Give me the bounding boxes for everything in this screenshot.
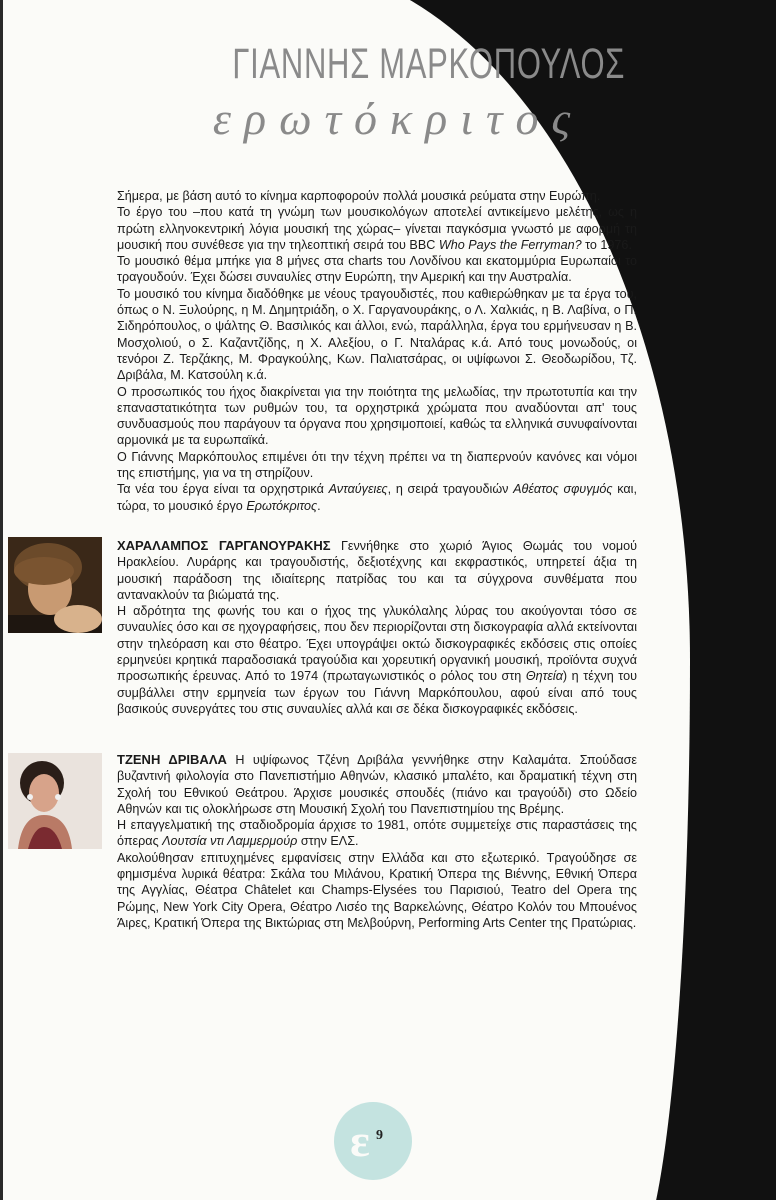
portrait-image [8, 753, 102, 849]
intro-p2-a: Το έργο του –που κατά τη γνώμη των μουσικολόγων αποτελεί αντικείμενο μελέτης, ως η πρώτη ελληνοκεντρική λόγια μουσική της χώρας– γίνεται παγκόσμια γνωστό με αφορμή τη μουσική που συνέθεσε για την τηλεοπτική σειρά του BBC [117, 205, 637, 252]
page-number: 9 [376, 1128, 383, 1143]
work-title: ερωτόκριτος [212, 93, 584, 144]
intro-p5: Ο προσωπικός του ήχος διακρίνεται για την ποιότητα της μελωδίας, την πρωτοτυπία και την επαναστατικότητα των ρυθμών του, τα ορχηστρικά χρώματα που αναδύονται απ' τους συνδυασμούς που παράγουν τα όργανα που χρησιμοποιεί, καθώς τα ελληνικά συνυφαίνονται αρμονικά με τα ευρωπαϊκά. [117, 384, 637, 448]
bio-p2-b: στην ΕΛΣ. [297, 834, 359, 849]
bio-paragraph [117, 850, 637, 931]
bio-p1: Η υψίφωνος Τζένη Δριβάλα γεννήθηκε στην Καλαμάτα. Σπούδασε βυζαντινή φιλολογία στο Πανεπιστήμιο Αθηνών, κλασικό μπαλέτο, και δραματική τέχνη στη Σχολή του Εθνικού Θεάτρου. Άρχισε μουσικές σπουδές (πιάνο και τραγούδι) στο Ωδείο Αθηνών και τις ολοκλήρωσε στη Μουσική Σχολή του Πανεπιστημίου της Βρέμης. [117, 753, 637, 816]
bio-paragraph [117, 817, 637, 850]
intro-p7-b: , η σειρά τραγουδιών [387, 482, 514, 497]
intro-p7-a: Τα νέα του έργα είναι τα ορχηστρικά [117, 482, 329, 497]
intro-paragraph [117, 188, 637, 204]
intro-paragraph [117, 204, 637, 253]
bio-garganourakis [117, 538, 637, 717]
bio-paragraph [117, 752, 637, 817]
intro-paragraph [117, 481, 637, 514]
intro-p6: Ο Γιάννης Μαρκόπουλος επιμένει ότι την τέχνη πρέπει να τη διαπερνούν κανόνες και νόμοι της επιστήμης, για να τη στηρίζουν. [117, 449, 637, 481]
intro-paragraph [117, 384, 637, 449]
intro-p2-b: το 1976. [581, 237, 632, 252]
bio-p2-a: Η αδρότητα της φωνής του και ο ήχος της γλυκόλαλης λύρας του ακούγονται τόσο σε συναυλίες όσο και σε ηχογραφήσεις, που δεν περιορίζονται στη δισκογραφία αλλά εκτείνονται στην τηλεόραση και στο θέατρο. Έχει υπογράψει οκτώ δισκογραφικές εκδόσεις στις οποίες ερμηνεύει κρητικά παραδοσιακά τραγούδια και χορευτική οργανική μουσική, προϊόντα συχνά προσωπικής έρευνας. Από το 1974 (πρωταγωνιστικός ο ρόλος του στη [117, 604, 637, 684]
portrait-photo-drivala [8, 753, 102, 849]
bio-drivala [117, 752, 637, 931]
intro-p3: Το μουσικό θέμα μπήκε για 8 μήνες στα charts του Λονδίνου και εκατομμύρια Ευρωπαίοι το τραγουδούν. Έχει δώσει συναυλίες στην Ευρώπη, την Αμερική και την Αυστραλία. [117, 254, 637, 285]
intro-p1: Σήμερα, με βάση αυτό το κίνημα καρποφορούν πολλά μουσικά ρεύματα στην Ευρώπη. [117, 189, 601, 203]
bio-p2-a: Η επαγγελματική της σταδιοδρομία άρχισε το 1981, οπότε συμμετείχε στις παραστάσεις της όπερας [117, 818, 637, 849]
work-name: Λουτσία ντι Λαμμερμούρ [162, 834, 298, 849]
binding-edge [0, 0, 3, 1200]
bio-name: ΤΖΕΝΗ ΔΡΙΒΑΛΑ [117, 752, 227, 767]
bio-paragraph [117, 603, 637, 717]
portrait-photo-garganourakis [8, 537, 102, 633]
work-name: Ανταύγειες [328, 482, 388, 497]
intro-paragraph [117, 449, 637, 482]
intro-p7-c: και, τώρα, το μουσικό έργο [117, 482, 637, 513]
bio-p3: Ακολούθησαν επιτυχημένες εμφανίσεις στην Ελλάδα και στο εξωτερικό. Τραγούδησε σε φημισμένα λυρικά θέατρα: Σκάλα του Μιλάνου, Κρατική Όπερα της Βιέννης, Εθνική Όπερα της Αγγλίας, Θέατρα Châtelet και Champs-Elysées του Παρισιού, Teatro del Opera της Ρώμης, New York City Opera, Θέατρο Λισέο της Βαρκελώνης, Θέατρο Κολόν του Μπουένος Άιρες, Κρατική Όπερα της Βικτώριας στη Μελβούρνη, Performing Arts Center της Πρατώριας. [117, 850, 637, 930]
series-title: Who Pays the Ferryman? [438, 237, 582, 252]
intro-text [117, 188, 637, 514]
intro-paragraph [117, 286, 637, 384]
work-name: Ερωτόκριτος [246, 498, 318, 513]
bio-name: ΧΑΡΑΛΑΜΠΟΣ ΓΑΡΓΑΝΟΥΡΑΚΗΣ [117, 538, 331, 553]
intro-paragraph [117, 253, 637, 286]
bio-p2-b: ) η τέχνη του συμβάλλει στην ερμηνεία των έργων του Γιάννη Μαρκόπουλου, αφού είναι από τους βασικούς συνεργάτες του στις συναυλίες αλλά και σε δέκα δισκογραφικές εκδόσεις. [117, 669, 637, 716]
bio-p1: Γεννήθηκε στο χωριό Άγιος Θωμάς του νομού Ηρακλείου. Λυράρης και τραγουδιστής, δεξιοτέχνης και εκφραστικός, υπηρετεί άξια τη μουσική παράδοση της ιδιαίτερης πατρίδας του και τα σύγχρονα συνθέματα που αντανακλούν τα βιώματά της. [117, 539, 637, 602]
author-title: ΓΙΑΝΝΗΣ ΜΑΡΚΟΠΟΥΛΟΣ [232, 40, 626, 88]
work-name: Θητεία [525, 669, 563, 684]
work-name: Αθέατος σφυγμός [513, 482, 613, 497]
logo-mark-icon: ɛ [350, 1115, 370, 1166]
intro-p4: Το μουσικό του κίνημα διαδόθηκε με νέους τραγουδιστές, που καθιερώθηκαν με τα έργα του, όπως ο Ν. Ξυλούρης, η Μ. Δημητριάδη, ο Χ. Γαργανουράκης, ο Λ. Χαλκιάς, η Β. Λαβίνα, ο Π. Σιδηρόπουλος, ο ψάλτης Θ. Βασιλικός και άλλοι, ενώ, παράλληλα, έργα του ερμήνευσαν η Β. Μοσχολιού, ο Σ. Καζαντζίδης, η Χ. Αλεξίου, ο Γ. Νταλάρας κ.ά. Από τους μονωδούς, οι τενόροι Ζ. Τερζάκης, Μ. Φραγκούλης, Κων. Παλιατσάρας, οι υψίφωνοι Σ. Θεοδωρίδου, Τζ. Δριβάλα, Μ. Κατσούλη κ.ά. [117, 286, 637, 383]
bio-paragraph [117, 538, 637, 603]
intro-p7-d: . [317, 498, 321, 513]
portrait-image [8, 537, 102, 633]
